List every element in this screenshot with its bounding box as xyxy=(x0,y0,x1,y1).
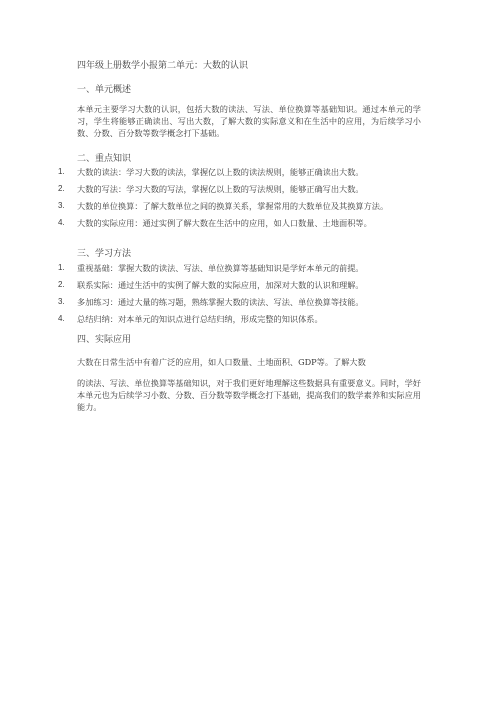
list-number: 3. xyxy=(58,201,65,210)
list-item-text: 联系实际：通过生活中的实例了解大数的实际应用，加深对大数的认识和理解。 xyxy=(77,280,364,290)
document-title: 四年级上册数学小报第二单元：大数的认识 xyxy=(77,61,249,71)
section-heading-application: 四、实际应用 xyxy=(77,335,132,345)
list-item-text: 大数的单位换算：了解大数单位之间的换算关系，掌握常用的大数单位及其换算方法。 xyxy=(77,201,389,211)
list-item-text: 大数的实际应用：通过实例了解大数在生活中的应用，如人口数量、土地面积等。 xyxy=(77,218,372,228)
list-number: 4. xyxy=(58,314,65,323)
list-number: 1. xyxy=(58,167,65,176)
list-item-text: 重视基础：掌握大数的读法、写法、单位换算等基础知识是学好本单元的前提。 xyxy=(77,263,364,273)
list-item-text: 多加练习：通过大量的练习题，熟练掌握大数的读法、写法、单位换算等技能。 xyxy=(77,297,364,307)
list-item xyxy=(58,217,428,229)
list-item xyxy=(58,296,428,308)
list-item xyxy=(58,279,428,291)
list-number: 2. xyxy=(58,280,65,289)
key-points-list xyxy=(58,166,428,234)
overview-paragraph: 本单元主要学习大数的认识，包括大数的读法、写法、单位换算等基础知识。通过本单元的学习，学生将能够正确读出、写出大数，了解大数的实际意义和在生活中的应用，为后续学习小数、分数、百分数等数学概念打下基础。 xyxy=(77,104,421,138)
list-item xyxy=(58,183,428,195)
list-number: 3. xyxy=(58,297,65,306)
section-heading-overview: 一、单元概述 xyxy=(77,85,132,95)
list-item xyxy=(58,200,428,212)
list-item-text: 大数的读法：学习大数的读法，掌握亿以上数的读法规则，能够正确读出大数。 xyxy=(77,167,364,177)
list-item-text: 总结归纳：对本单元的知识点进行总结归纳，形成完整的知识体系。 xyxy=(77,314,323,324)
methods-list xyxy=(58,262,428,330)
list-item xyxy=(58,262,428,274)
list-item-text: 大数的写法：学习大数的写法，掌握亿以上数的写法规则，能够正确写出大数。 xyxy=(77,184,364,194)
list-item xyxy=(58,313,428,325)
application-paragraph-line1: 大数在日常生活中有着广泛的应用，如人口数量、土地面积、GDP等。了解大数 xyxy=(77,357,366,367)
list-number: 1. xyxy=(58,263,65,272)
list-number: 4. xyxy=(58,218,65,227)
application-paragraph: 的读法、写法、单位换算等基础知识，对于我们更好地理解这些数据具有重要意义。同时，学好本单元也为后续学习小数、分数、百分数等数学概念打下基础，提高我们的数学素养和实际应用能力。 xyxy=(77,378,421,412)
section-heading-methods: 三、学习方法 xyxy=(77,249,132,259)
list-number: 2. xyxy=(58,184,65,193)
section-heading-key-points: 二、重点知识 xyxy=(77,154,132,164)
list-item xyxy=(58,166,428,178)
